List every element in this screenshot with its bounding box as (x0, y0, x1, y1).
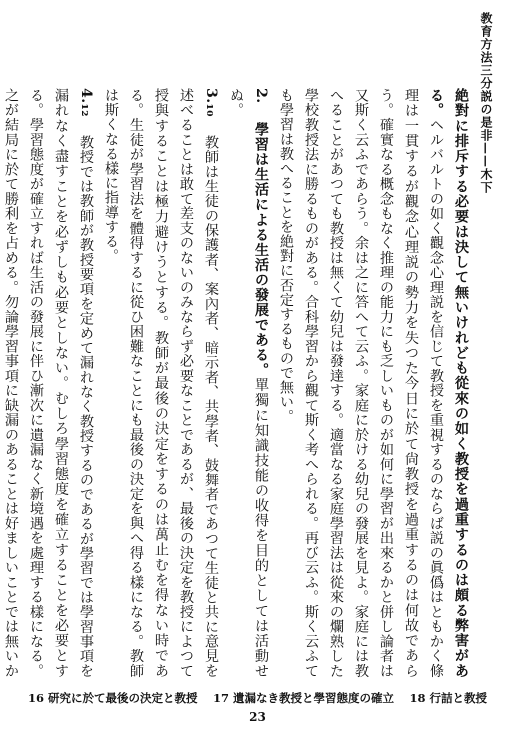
body-text: 單獨に知識技能の收得を目的としては活動せぬ。 (228, 88, 269, 679)
page-number: 23 (249, 710, 266, 724)
body-text: 余は之に答へて云ふ。家庭に於ける幼兒の發展を見よ。家庭には教へることがあつても教授は無くて幼兒は發達する。適當なる家庭學習法は從來の爛熟した學校教授法に勝るものがある。合科學習から觀て斯く考へられる。再び云ふ。斯く云ふても學習は教へることを絶對に否定するもので無い。 (278, 88, 369, 679)
footer-topics (0, 690, 515, 706)
paragraph-number: 2. (253, 88, 269, 104)
running-header: 教育方法三分説の是非——木下 (479, 12, 493, 194)
body-text: 確實なる概念もなく推理の能力にも乏しいものが如何に學習が出來るかと併し論者は又斯く云ふであらう。 (353, 88, 394, 678)
paragraph (98, 88, 223, 678)
body-text: ヘルバルトの如く觀念心理説を信じて教授を重視するのならば説の眞僞はともかく條理は一貫するが觀念心理説の勢力を失つた今日に於て尙教授を過重するのは何故であらう。 (378, 88, 444, 678)
emphasized-text: 學習は生活による生活の發展である。 (253, 121, 269, 378)
paragraph (273, 88, 473, 678)
body-text: 教師が最後の決定をするのは萬止むを得ない時である。生徒が學習法を體得するに從ひ困難なことにも最後の決定を與へ得る樣になる。教師は斯くなる樣に指導する。 (103, 88, 169, 678)
paragraph (0, 88, 98, 678)
paragraph-number: 4.₁₂ (78, 88, 94, 117)
footer-topic-18: 18 行詰と教授 (409, 691, 487, 705)
paragraph (223, 88, 273, 678)
footer-topic-16: 16 研究に於て最後の決定と教授 (28, 691, 198, 705)
body-text: 教授では教師が教授要項を定めて漏れなく教授するのであるが學習では學習事項を漏れなく盡すことを必ずしも必要としない。むしろ學習態度を確立することを必要とする。學習態度が確立すれば生活の發展に伴ひ漸次に遺漏なく新境遇を處理する樣になる。之が結局に於て勝利を占める。勿論學習事項に缺漏のあることは好ましいことでは無いか (3, 88, 94, 678)
footer-topic-17: 17 遺漏なき教授と學習態度の確立 (212, 691, 394, 705)
body-text: 教師は生徒の保護者、案內者、暗示者、共學者、鼓舞者であつて生徒と共に意見を述べることは敢て差支のないのみならず必要なことであるが、最後の決定を教授によつて授與することは極力避けうとする。 (153, 88, 219, 678)
emphasized-text: 絶對に排斥する必要は決して無いけれども從來の如く教授を過重するのは頗る弊害がある。 (428, 88, 469, 678)
main-text (3, 88, 473, 679)
paragraph-number: 3.₁₀ (203, 88, 219, 117)
